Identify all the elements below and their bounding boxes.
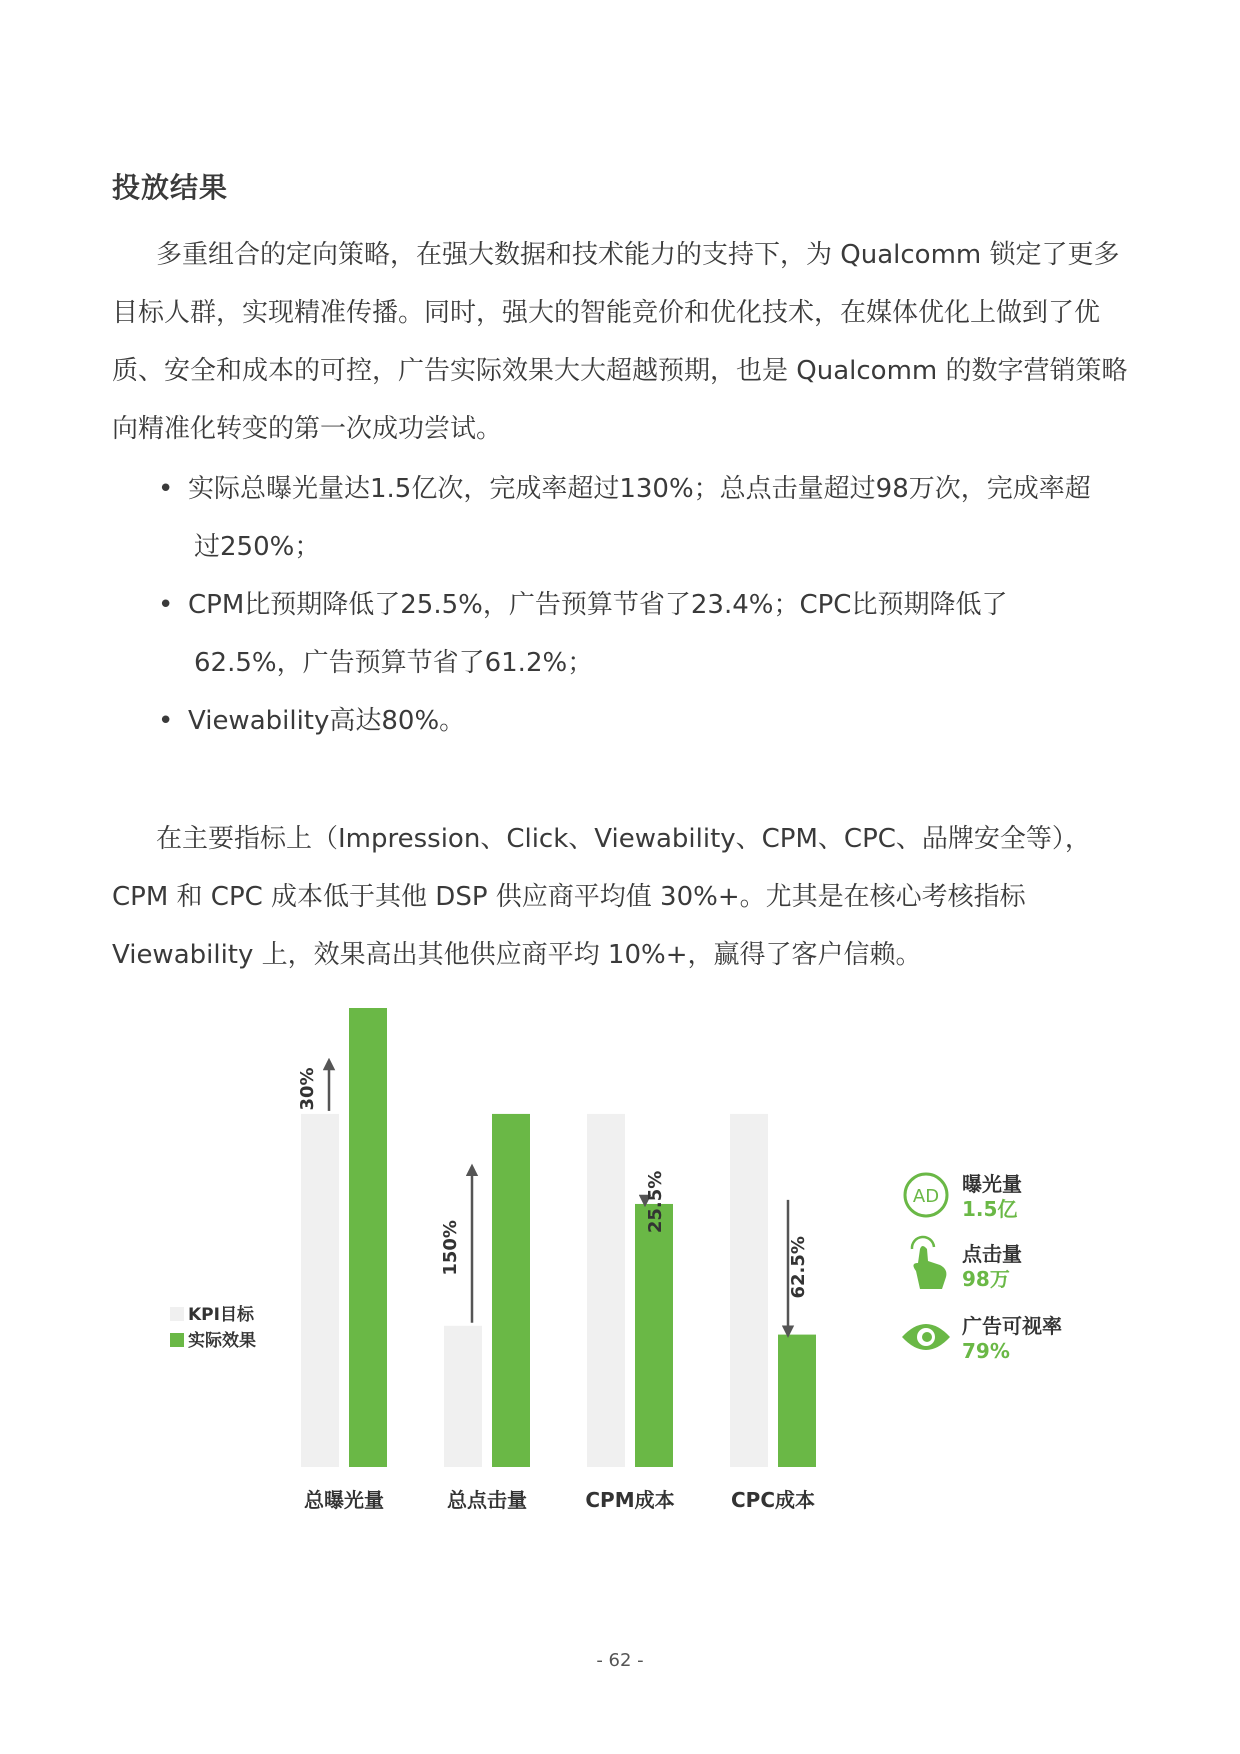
stat-value: 79% — [962, 1339, 1010, 1363]
stat-label: 广告可视率 — [962, 1314, 1062, 1338]
bullet-item — [150, 692, 1130, 750]
bullet-text: 实际总曝光量达1.5亿次，完成率超过130%；总点击量超过98万次，完成率超 — [188, 474, 1091, 504]
legend-swatch — [170, 1333, 184, 1347]
bullet-text-continuation: 过250%； — [194, 532, 321, 562]
bar-kpi — [587, 1114, 625, 1467]
bar-actual — [635, 1204, 673, 1467]
eye-icon — [902, 1324, 950, 1350]
section-title: 投放结果 — [112, 171, 229, 204]
bar-actual — [778, 1335, 816, 1467]
legend-swatch — [170, 1307, 184, 1321]
category-label: 总点击量 — [447, 1488, 527, 1512]
bar-kpi — [301, 1114, 339, 1467]
hand-shape — [913, 1246, 946, 1289]
stat-label: 点击量 — [962, 1242, 1022, 1266]
bullet-text-continuation: 62.5%，广告预算节省了61.2%； — [194, 648, 594, 678]
category-label: CPM成本 — [585, 1488, 675, 1512]
legend-label: KPI目标 — [188, 1305, 254, 1325]
results-bullet-list — [150, 460, 1130, 750]
stat-value: 98万 — [962, 1267, 1010, 1291]
annotation-label: 30% — [297, 1067, 318, 1111]
bullet-text: CPM比预期降低了25.5%，广告预算节省了23.4%；CPC比预期降低了 — [188, 590, 1008, 620]
annotation-label: 25.5% — [645, 1170, 666, 1234]
bullet-item — [150, 460, 1130, 576]
results-chart — [0, 990, 1240, 1550]
stat-value: 1.5亿 — [962, 1197, 1018, 1221]
bullet-text: Viewability高达80%。 — [188, 706, 466, 736]
bullet-item — [150, 576, 1130, 692]
legend-label: 实际效果 — [188, 1331, 256, 1351]
bar-actual — [349, 1008, 387, 1467]
category-label: 总曝光量 — [304, 1488, 384, 1512]
category-label: CPC成本 — [730, 1488, 816, 1512]
bar-kpi — [444, 1326, 482, 1467]
bullet-icon: • — [158, 706, 174, 736]
stat-label: 曝光量 — [962, 1172, 1022, 1196]
bar-actual — [492, 1114, 530, 1467]
bullet-icon: • — [158, 590, 174, 620]
results-chart-svg — [0, 990, 1240, 1550]
eye-pupil — [922, 1332, 932, 1342]
annotation-label: 62.5% — [788, 1236, 809, 1299]
bullet-icon: • — [158, 474, 174, 504]
hand-pointer-icon — [912, 1237, 946, 1289]
results-paragraph: 多重组合的定向策略，在强大数据和技术能力的支持下，为 Qualcomm 锁定了更多目标人群，实现精准传播。同时，强大的智能竞价和优化技术，在媒体优化上做到了优质、安全和成本的可控，广告实际效果大大超越预期，也是 Qualcomm 的数字营销策略向精准化转变的第一次成功尝试。 — [112, 240, 1128, 444]
ad-icon-text: AD — [912, 1186, 940, 1207]
ad-icon — [905, 1174, 947, 1216]
annotation-label: 150% — [440, 1220, 461, 1276]
metrics-paragraph: 在主要指标上（Impression、Click、Viewability、CPM、CPC、品牌安全等），CPM 和 CPC 成本低于其他 DSP 供应商平均值 30%+。尤其是在核心考核指标 Viewability 上，效果高出其他供应商平均 10%+，赢得了客户信赖。 — [112, 824, 1091, 970]
bar-kpi — [730, 1114, 768, 1467]
page-number: - 62 - — [596, 1650, 644, 1671]
